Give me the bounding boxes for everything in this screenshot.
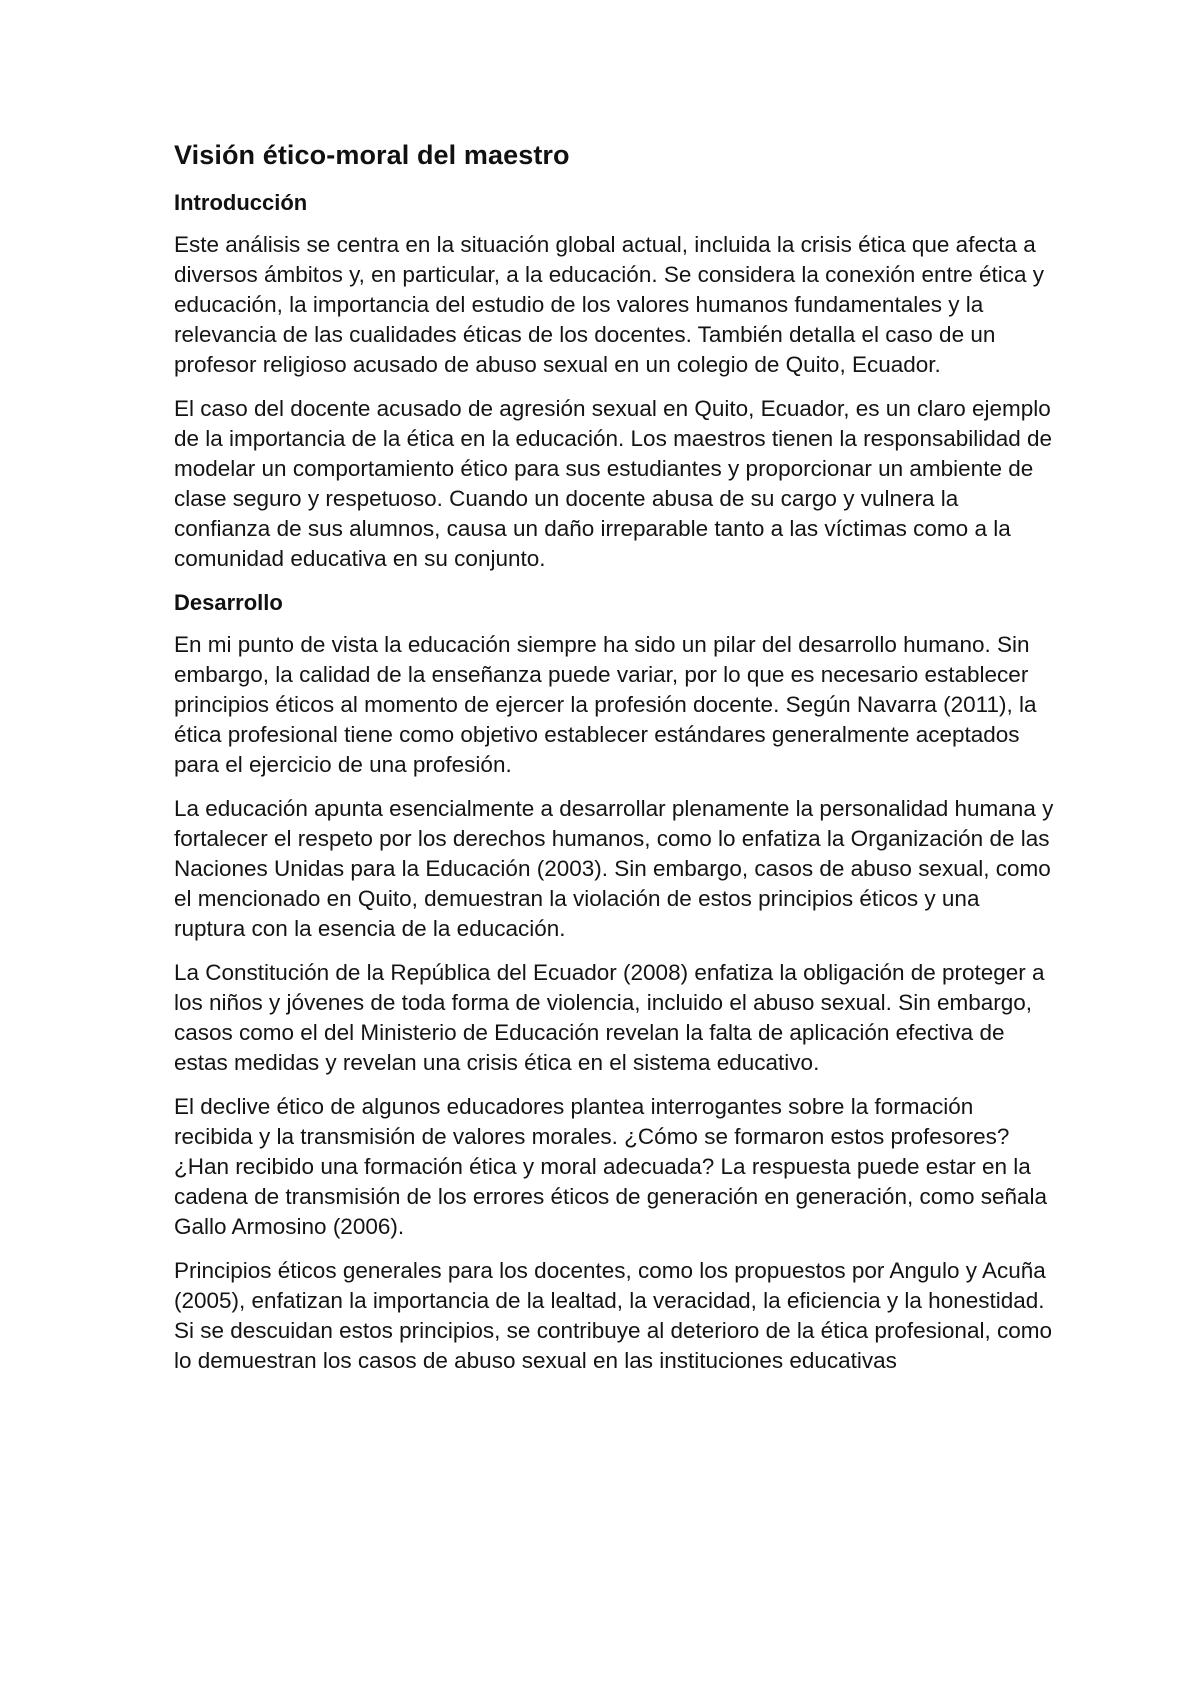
section-heading-desarrollo: Desarrollo: [174, 590, 283, 615]
section-desarrollo: [174, 588, 1054, 1376]
paragraph: La educación apunta esencialmente a desarrollar plenamente la personalidad humana y fortalecer el respeto por los derechos humanos, como lo enfatiza la Organización de las Naciones Unidas para la Educación (2003). Sin embargo, casos de abuso sexual, como el mencionado en Quito, demuestran la violación de estos principios éticos y una ruptura con la esencia de la educación.: [174, 796, 1054, 941]
paragraph: En mi punto de vista la educación siempre ha sido un pilar del desarrollo humano. Sin embargo, la calidad de la enseñanza puede variar, por lo que es necesario establecer principios éticos al momento de ejercer la profesión docente. Según Navarra (2011), la ética profesional tiene como objetivo establecer estándares generalmente aceptados para el ejercicio de una profesión.: [174, 632, 1037, 777]
section-introduccion: [174, 188, 1054, 574]
section-heading-introduccion: Introducción: [174, 190, 308, 215]
document-body: [174, 138, 1054, 1390]
paragraph: El declive ético de algunos educadores plantea interrogantes sobre la formación recibida y la transmisión de valores morales. ¿Cómo se formaron estos profesores? ¿Han recibido una formación ética y moral adecuada? La respuesta puede estar en la cadena de transmisión de los errores éticos de generación en generación, como señala Gallo Armosino (2006).: [174, 1094, 1048, 1239]
page-title: Visión ético-moral del maestro: [174, 140, 570, 170]
paragraph: El caso del docente acusado de agresión sexual en Quito, Ecuador, es un claro ejemplo de la importancia de la ética en la educación. Los maestros tienen la responsabilidad de modelar un comportamiento ético para sus estudiantes y proporcionar un ambiente de clase seguro y respetuoso. Cuando un docente abusa de su cargo y vulnera la confianza de sus alumnos, causa un daño irreparable tanto a las víctimas como a la comunidad educativa en su conjunto.: [174, 396, 1053, 571]
paragraph: Principios éticos generales para los docentes, como los propuestos por Angulo y Acuña (2005), enfatizan la importancia de la lealtad, la veracidad, la eficiencia y la honestidad. Si se descuidan estos principios, se contribuye al deterioro de la ética profesional, como lo demuestran los casos de abuso sexual en las instituciones educativas: [174, 1258, 1052, 1373]
paragraph: La Constitución de la República del Ecuador (2008) enfatiza la obligación de proteger a los niños y jóvenes de toda forma de violencia, incluido el abuso sexual. Sin embargo, casos como el del Ministerio de Educación revelan la falta de aplicación efectiva de estas medidas y revelan una crisis ética en el sistema educativo.: [174, 960, 1045, 1075]
paragraph: Este análisis se centra en la situación global actual, incluida la crisis ética que afecta a diversos ámbitos y, en particular, a la educación. Se considera la conexión entre ética y educación, la importancia del estudio de los valores humanos fundamentales y la relevancia de las cualidades éticas de los docentes. También detalla el caso de un profesor religioso acusado de abuso sexual en un colegio de Quito, Ecuador.: [174, 232, 1045, 377]
